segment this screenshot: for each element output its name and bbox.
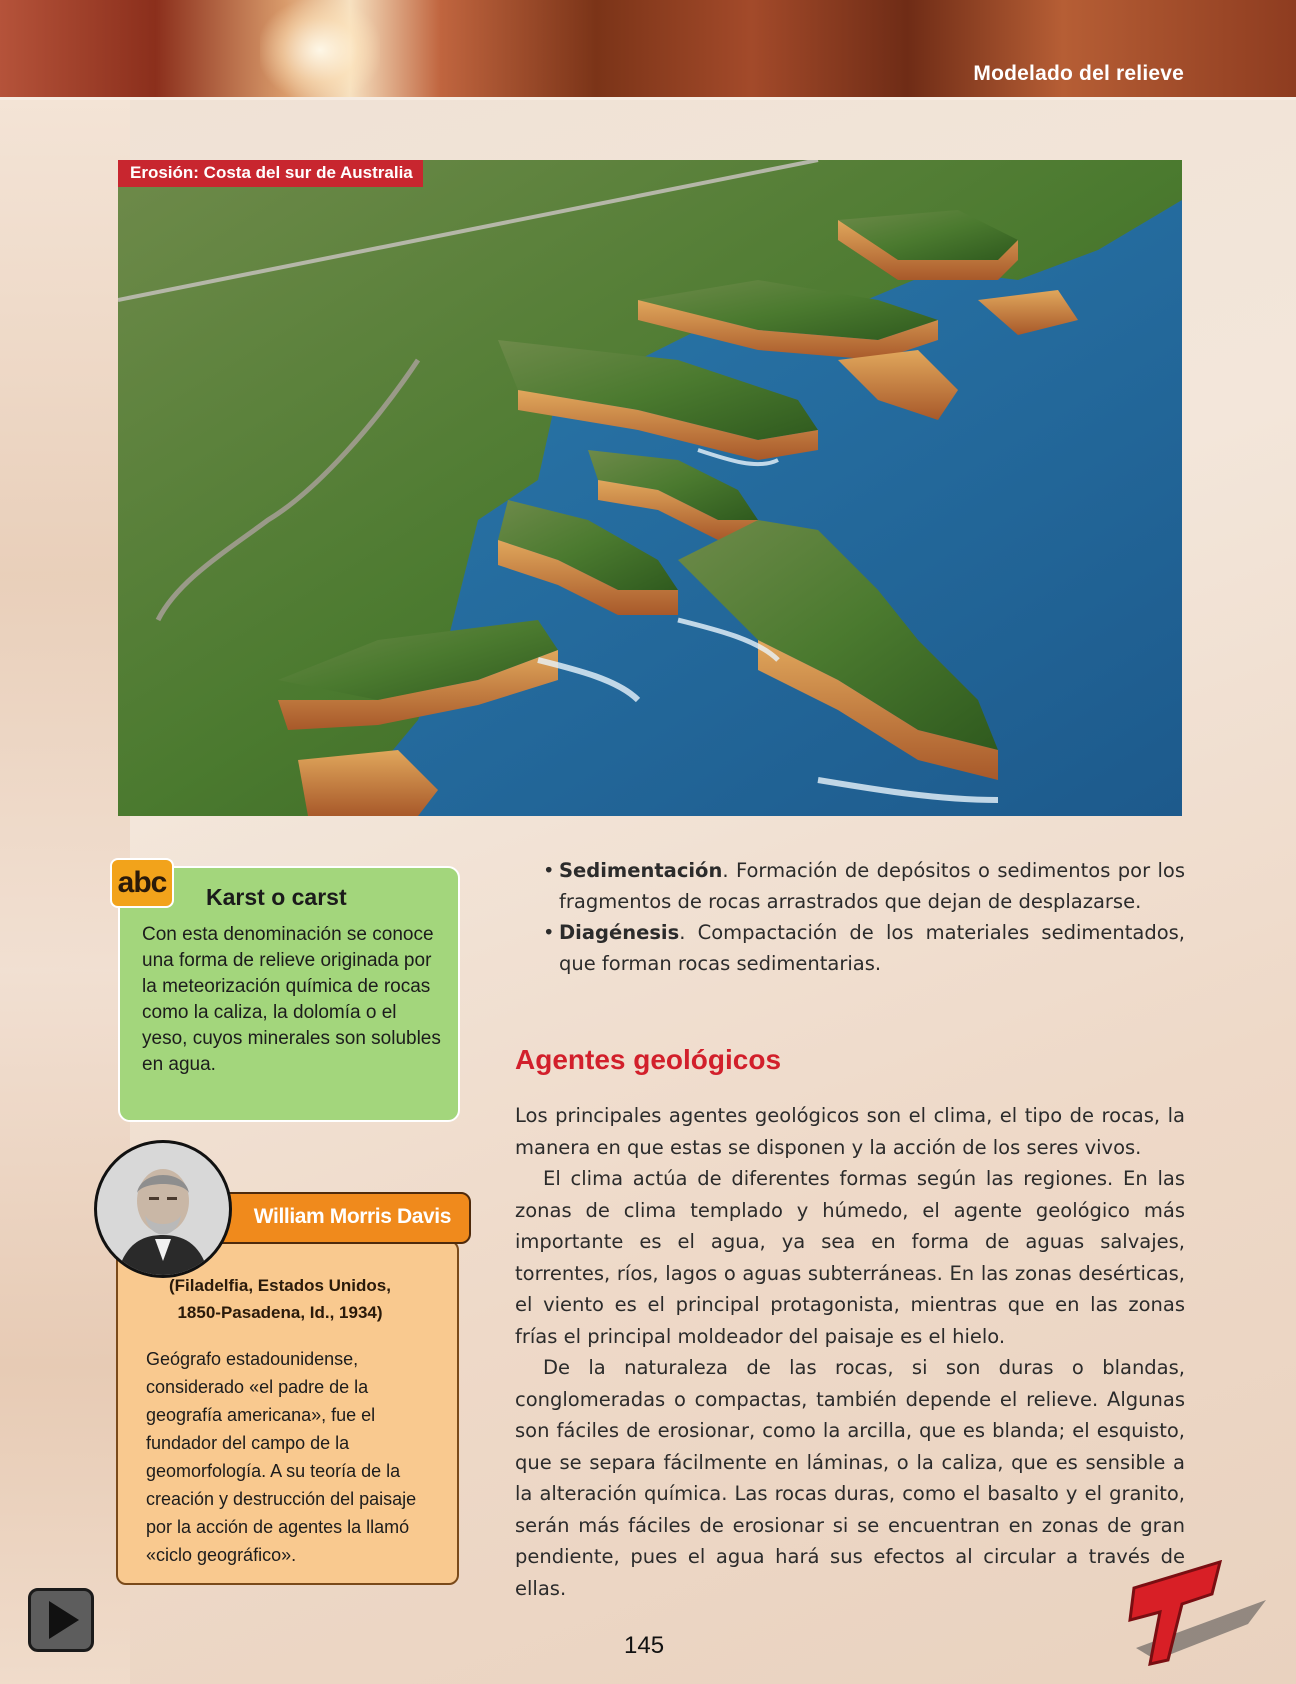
chapter-title: Modelado del relieve: [973, 62, 1184, 85]
list-item: [515, 855, 1185, 917]
biography-dates-line1: (Filadelfia, Estados Unidos,: [169, 1276, 391, 1295]
banner-light-glow: [260, 0, 380, 100]
body-paragraph: Los principales agentes geológicos son el clima, el tipo de rocas, la manera en que estas se disponen y la acción de los seres vivos.: [515, 1104, 1185, 1159]
glossary-badge: [110, 858, 174, 908]
publisher-logo-icon: [1116, 1560, 1266, 1670]
bullet-dot: •: [543, 859, 555, 882]
biography-name: William Morris Davis: [253, 1205, 451, 1228]
section-body: [515, 1100, 1185, 1604]
bullet-dot: •: [543, 921, 555, 944]
process-list: [515, 855, 1185, 979]
photo-caption: Erosión: Costa del sur de Australia: [118, 160, 423, 187]
play-button[interactable]: [28, 1588, 94, 1652]
list-item-term: Diagénesis: [559, 921, 680, 944]
biography-dates: [130, 1272, 430, 1326]
karst-text: Con esta denominación se conoce una forma de relieve originada por la meteorización química de rocas como la caliza, la dolomía o el yeso, cuyos minerales son solubles en agua.: [142, 924, 441, 1075]
list-item: [515, 917, 1185, 979]
body-paragraph: El clima actúa de diferentes formas según las regiones. En las zonas de clima templado y húmedo, el agente geológico más importante es el agua, ya sea en forma de aguas salvajes, torrentes, ríos, lagos o aguas subterráneas. En las zonas desérticas, el viento es el principal protagonista, mientras que en las zonas frías el principal moldeador del paisaje es el hielo.: [515, 1167, 1185, 1348]
biography-dates-line2: 1850-Pasadena, Id., 1934): [177, 1303, 383, 1322]
list-item-term: Sedimentación: [559, 859, 723, 882]
list-item-text: . Compactación de los materiales sedimentados, que forman rocas sedimentarias.: [559, 921, 1185, 975]
coast-photo-illustration: [118, 160, 1182, 816]
body-paragraph: De la naturaleza de las rocas, si son duras o blandas, conglomeradas o compactas, también depende el relieve. Algunas son fáciles de erosionar, como la arcilla, que es blanda; el esquisto, que se separa fácilmente en láminas, o la caliza, que es sensible a la alteración química. Las rocas duras, como el basalto y el granito, serán más fáciles de erosionar si se encuentran en zonas de gran pendiente, pues el agua hará sus efectos al circular a través de ellas.: [515, 1356, 1185, 1600]
play-icon: [49, 1601, 79, 1639]
biography-text: Geógrafo estadounidense, considerado «el padre de la geografía americana», fue el fundador del campo de la geomorfología. A su teoría de la creación y destrucción del paisaje por la acción de agentes la llamó «ciclo geográfico».: [146, 1349, 417, 1565]
karst-definition-box: [118, 866, 460, 1122]
karst-title: Karst o carst: [206, 884, 347, 910]
page-number: 145: [624, 1632, 665, 1659]
coast-photo: [118, 160, 1182, 816]
banner-rule: [0, 97, 1296, 100]
section-heading: Agentes geológicos: [515, 1044, 782, 1075]
portrait-illustration: [97, 1143, 229, 1275]
portrait-photo: [94, 1140, 232, 1278]
list-item-text: . Formación de depósitos o sedimentos por los fragmentos de rocas arrastrados que dejan de desplazarse.: [559, 859, 1185, 913]
glossary-badge-label: abc: [117, 866, 167, 899]
biography-name-bar: [214, 1192, 471, 1244]
